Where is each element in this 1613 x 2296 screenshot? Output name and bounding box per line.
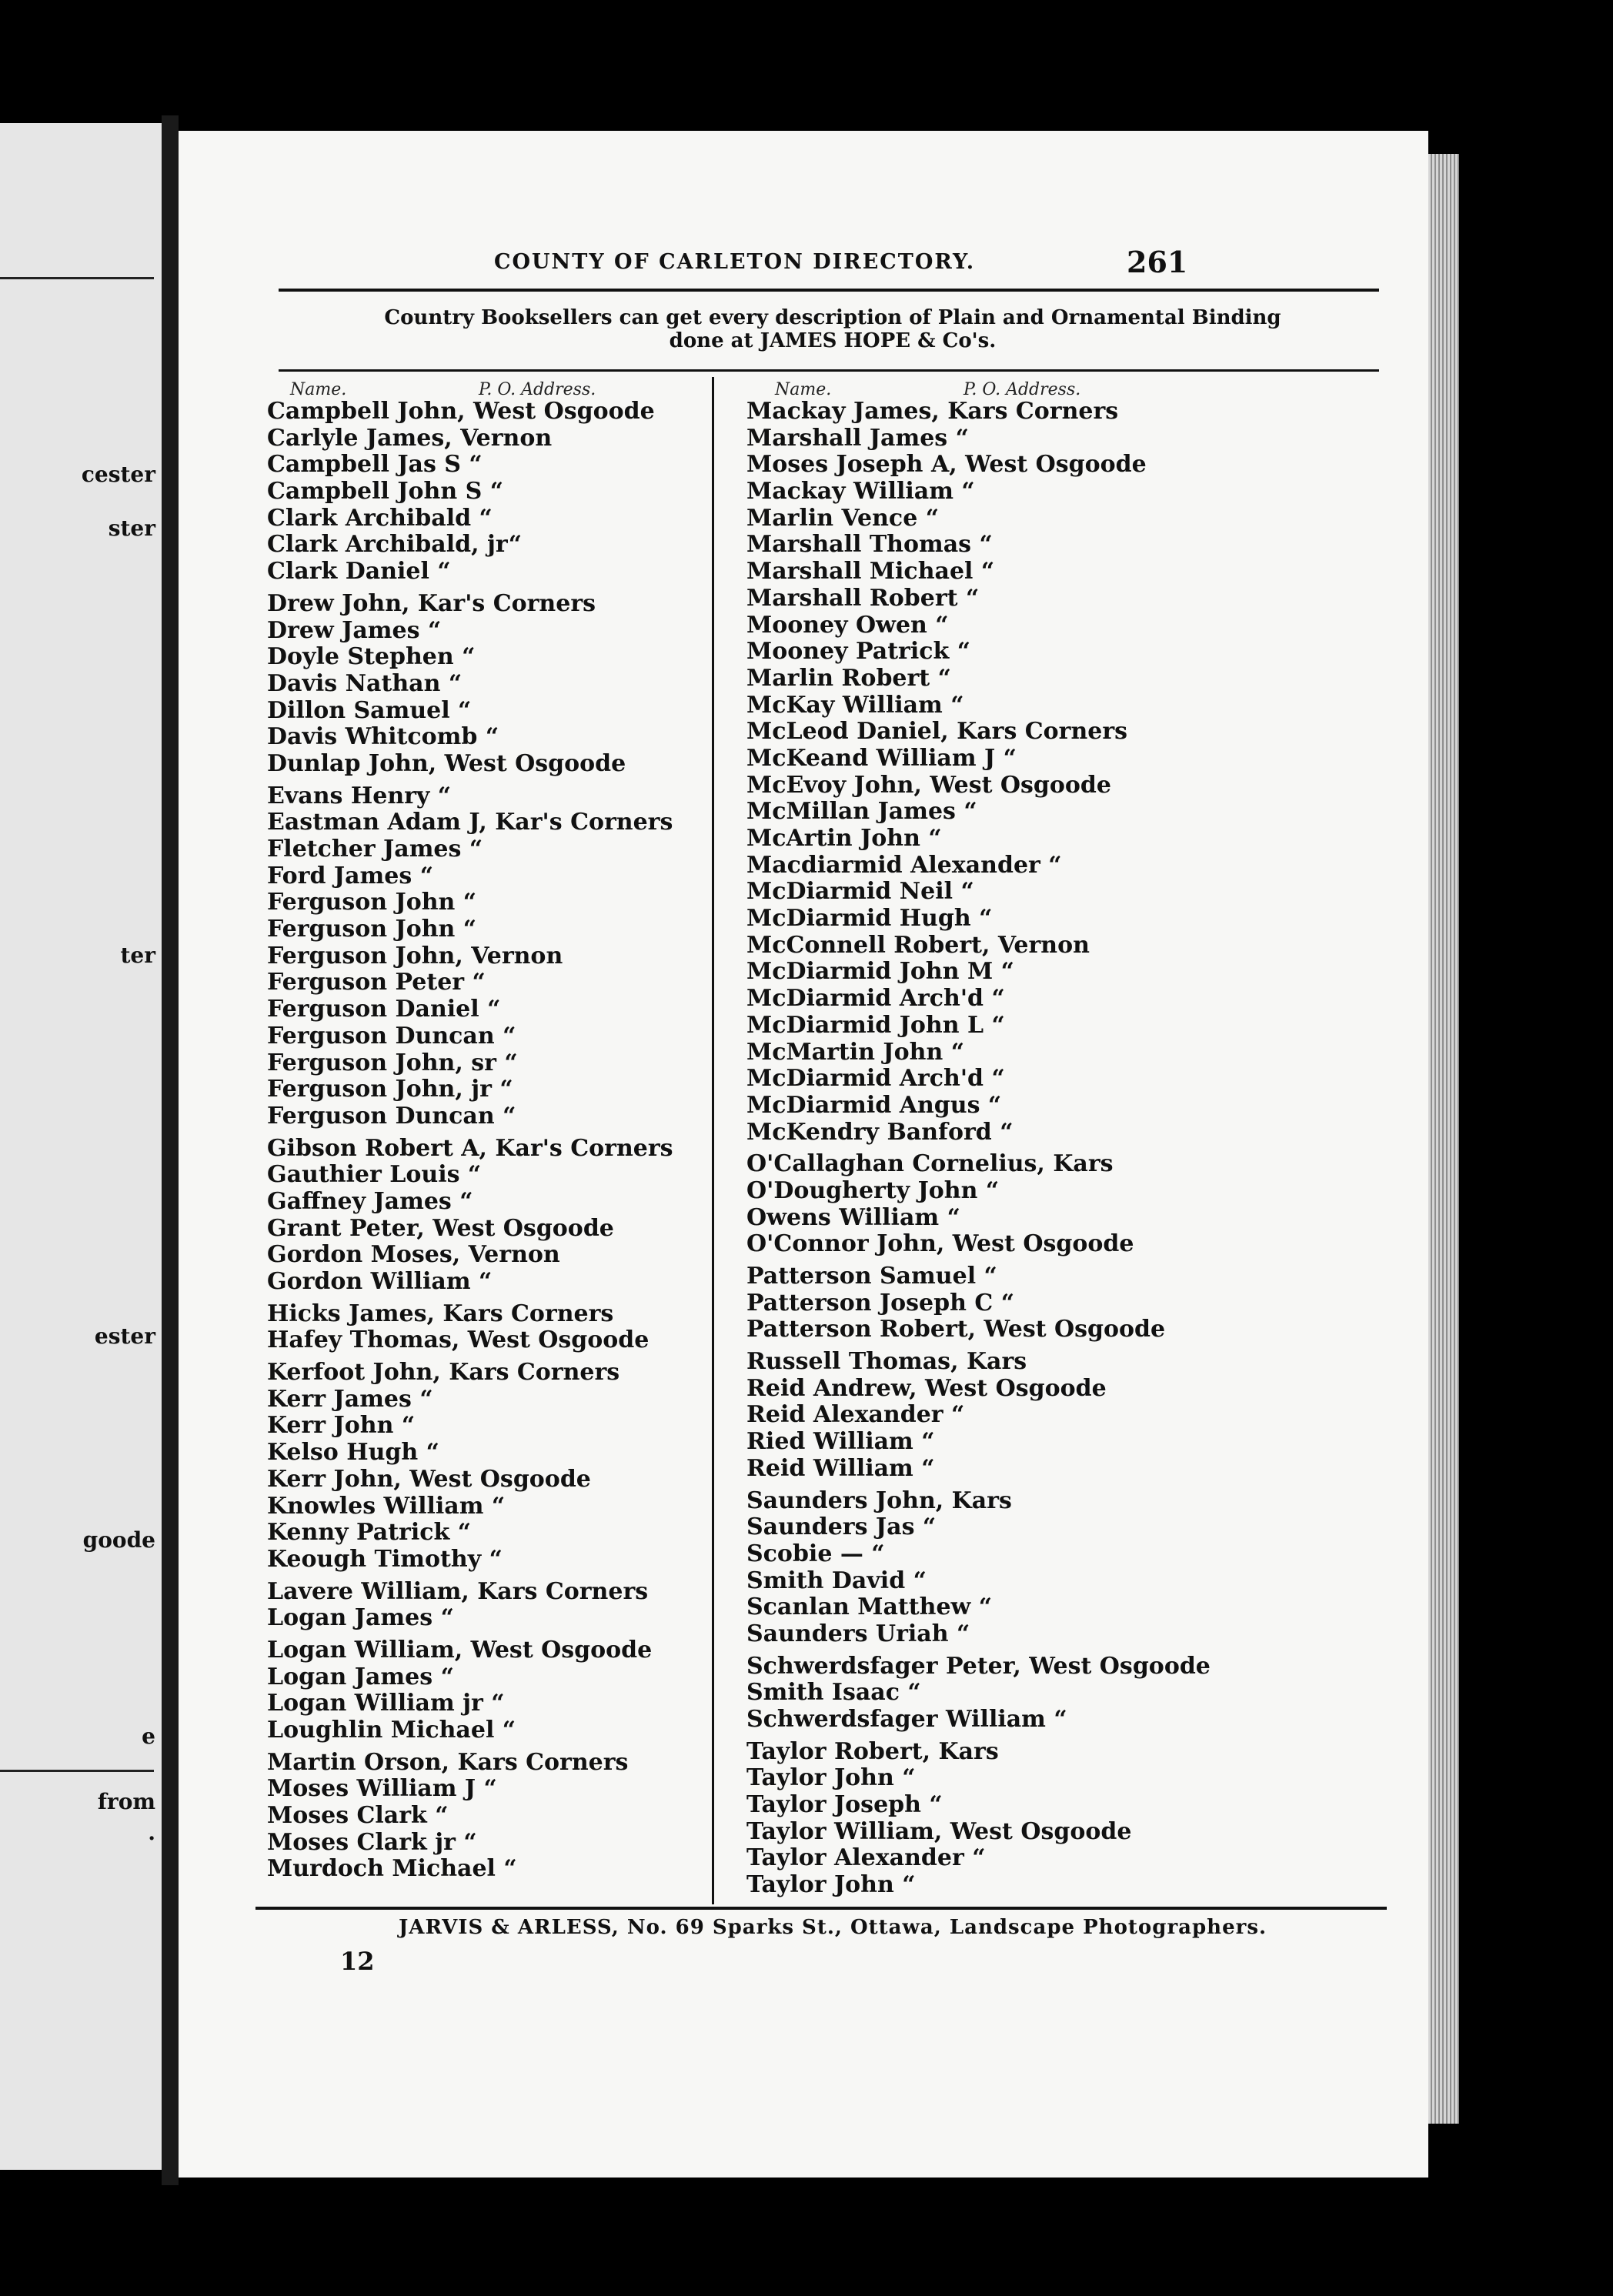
- directory-entry: Campbell John, West Osgoode: [267, 398, 655, 425]
- facing-page-fragment: cester: [81, 462, 155, 487]
- directory-entry: McLeod Daniel, Kars Corners: [746, 718, 1128, 746]
- facing-page-fragment: e: [142, 1724, 155, 1749]
- directory-entry: Ferguson Peter “: [267, 969, 486, 996]
- facing-page-fragment: .: [148, 1820, 155, 1845]
- directory-entry: Ford James “: [267, 862, 433, 889]
- directory-entry: Ried William “: [746, 1428, 935, 1456]
- directory-entry: Mackay William “: [746, 478, 975, 506]
- directory-entry: Ferguson John “: [267, 889, 477, 916]
- directory-entry: McKeand William J “: [746, 744, 1017, 772]
- directory-entry: Scanlan Matthew “: [746, 1594, 993, 1621]
- directory-entry: Scobie — “: [746, 1540, 885, 1567]
- directory-entry: McDiarmid John M “: [746, 958, 1014, 986]
- left-name-heading: Name.: [290, 380, 347, 399]
- directory-entry: Gibson Robert A, Kar's Corners: [267, 1134, 673, 1162]
- directory-entry: Reid William “: [746, 1454, 935, 1482]
- directory-entry: Marshall Michael “: [746, 558, 995, 586]
- advertisement-line: Country Booksellers can get every description of Plain and Ornamental Binding: [384, 306, 1281, 329]
- directory-entry: Gauthier Louis “: [267, 1161, 482, 1189]
- directory-entry: McConnell Robert, Vernon: [746, 931, 1090, 959]
- facing-page-fragment: ster: [108, 516, 155, 541]
- right-name-heading: Name.: [775, 380, 832, 399]
- directory-entry: Taylor Robert, Kars: [746, 1737, 999, 1765]
- directory-entry: Ferguson Daniel “: [267, 996, 501, 1023]
- directory-entry: Kerr John “: [267, 1412, 416, 1440]
- directory-entry: Dillon Samuel “: [267, 696, 472, 724]
- facing-page-left: [0, 123, 162, 2170]
- directory-entry: Logan William, West Osgoode: [267, 1636, 653, 1664]
- facing-page-fragment: from: [97, 1789, 155, 1814]
- advert-rule: [279, 369, 1379, 372]
- facing-page-rule: [0, 277, 154, 279]
- directory-entry: Doyle Stephen “: [267, 643, 476, 671]
- directory-entry: Campbell Jas S “: [267, 451, 483, 479]
- directory-entry: Clark Archibald “: [267, 504, 493, 532]
- directory-entry: Eastman Adam J, Kar's Corners: [267, 809, 673, 836]
- directory-entry: Macdiarmid Alexander “: [746, 851, 1062, 879]
- book-spine: [162, 115, 179, 2185]
- directory-entry: Patterson Joseph C “: [746, 1289, 1014, 1317]
- directory-entry: Ferguson John, sr “: [267, 1049, 518, 1076]
- directory-entry: Kenny Patrick “: [267, 1519, 472, 1547]
- directory-entry: Kerr James “: [267, 1385, 433, 1413]
- directory-entry: McDiarmid Hugh “: [746, 905, 993, 933]
- directory-entry: O'Callaghan Cornelius, Kars: [746, 1150, 1114, 1178]
- directory-entry: Ferguson John “: [267, 916, 477, 943]
- directory-entry: Gaffney James “: [267, 1187, 473, 1215]
- directory-entry: Moses Clark jr “: [267, 1828, 477, 1856]
- footer-rule: [255, 1907, 1387, 1910]
- directory-entry: Mackay James, Kars Corners: [746, 398, 1119, 425]
- right-address-heading: P. O. Address.: [963, 380, 1081, 399]
- directory-entry: Davis Whitcomb “: [267, 723, 499, 751]
- directory-entry: Moses William J “: [267, 1775, 497, 1803]
- directory-entry: Schwerdsfager Peter, West Osgoode: [746, 1652, 1211, 1680]
- directory-entry: Clark Daniel “: [267, 558, 451, 586]
- directory-entry: Ferguson John, Vernon: [267, 942, 563, 969]
- directory-entry: Martin Orson, Kars Corners: [267, 1748, 629, 1776]
- directory-entry: O'Dougherty John “: [746, 1176, 1000, 1204]
- directory-entry: Logan James “: [267, 1604, 454, 1632]
- directory-entry: Ferguson Duncan “: [267, 1102, 516, 1130]
- directory-entry: Smith David “: [746, 1567, 927, 1594]
- directory-entry: Patterson Robert, West Osgoode: [746, 1316, 1166, 1343]
- right-column-list: [746, 399, 1224, 1899]
- directory-entry: Taylor John “: [746, 1764, 916, 1792]
- directory-entry: McArtin John “: [746, 825, 942, 852]
- directory-entry: Russell Thomas, Kars: [746, 1348, 1027, 1376]
- directory-page: [179, 131, 1428, 2178]
- directory-entry: Taylor Alexander “: [746, 1844, 986, 1872]
- directory-entry: McMartin John “: [746, 1038, 964, 1066]
- directory-entry: McDiarmid Neil “: [746, 878, 974, 906]
- directory-entry: Keough Timothy “: [267, 1545, 503, 1573]
- directory-entry: McDiarmid Angus “: [746, 1091, 1002, 1119]
- directory-entry: Marlin Vence “: [746, 504, 939, 532]
- directory-entry: Clark Archibald, jr“: [267, 531, 522, 559]
- directory-entry: Ferguson John, jr “: [267, 1076, 513, 1103]
- directory-entry: McKay William “: [746, 691, 964, 719]
- directory-entry: Campbell John S “: [267, 478, 503, 506]
- directory-entry: Fletcher James “: [267, 836, 483, 863]
- directory-entry: Patterson Samuel “: [746, 1263, 997, 1290]
- directory-entry: Saunders Uriah “: [746, 1620, 970, 1647]
- directory-entry: Taylor Joseph “: [746, 1791, 943, 1819]
- directory-entry: Marshall Robert “: [746, 584, 980, 612]
- directory-entry: Gordon William “: [267, 1268, 493, 1295]
- signature-mark: 12: [340, 1947, 375, 1976]
- directory-entry: McDiarmid Arch'd “: [746, 985, 1005, 1013]
- header-rule: [279, 289, 1379, 292]
- directory-entry: Loughlin Michael “: [267, 1717, 516, 1744]
- directory-entry: Taylor John “: [746, 1871, 916, 1899]
- directory-entry: Reid Andrew, West Osgoode: [746, 1374, 1107, 1402]
- directory-entry: Ferguson Duncan “: [267, 1022, 516, 1050]
- directory-entry: Davis Nathan “: [267, 669, 463, 697]
- facing-page-fragment: ter: [120, 943, 155, 968]
- directory-entry: Smith Isaac “: [746, 1679, 921, 1707]
- advertisement-banner: [286, 306, 1379, 352]
- directory-entry: Drew James “: [267, 616, 442, 644]
- left-address-heading: P. O. Address.: [479, 380, 596, 399]
- advertisement-line: done at JAMES HOPE & Co's.: [669, 329, 997, 352]
- directory-entry: Grant Peter, West Osgoode: [267, 1214, 614, 1242]
- directory-entry: McMillan James “: [746, 798, 977, 826]
- directory-entry: Logan William jr “: [267, 1690, 505, 1717]
- directory-entry: Hafey Thomas, West Osgoode: [267, 1327, 650, 1354]
- directory-entry: Evans Henry “: [267, 782, 452, 809]
- directory-entry: Reid Alexander “: [746, 1401, 965, 1429]
- directory-entry: Moses Joseph A, West Osgoode: [746, 451, 1147, 479]
- directory-entry: Saunders John, Kars: [746, 1487, 1012, 1514]
- directory-entry: Saunders Jas “: [746, 1513, 937, 1541]
- directory-entry: Schwerdsfager William “: [746, 1706, 1067, 1733]
- directory-entry: Carlyle James, Vernon: [267, 424, 553, 452]
- directory-entry: Dunlap John, West Osgoode: [267, 749, 626, 777]
- page-edges: [1428, 154, 1459, 2124]
- directory-entry: Kerfoot John, Kars Corners: [267, 1359, 620, 1387]
- directory-entry: Taylor William, West Osgoode: [746, 1817, 1132, 1845]
- directory-entry: Moses Clark “: [267, 1802, 449, 1830]
- directory-entry: Owens William “: [746, 1203, 960, 1231]
- directory-entry: Knowles William “: [267, 1492, 506, 1520]
- directory-entry: Marshall Thomas “: [746, 531, 993, 559]
- directory-entry: Kerr John, West Osgoode: [267, 1465, 591, 1493]
- page-number: 261: [1127, 245, 1188, 279]
- directory-entry: Lavere William, Kars Corners: [267, 1577, 649, 1605]
- directory-entry: Murdoch Michael “: [267, 1855, 517, 1883]
- directory-entry: Marshall James “: [746, 424, 969, 452]
- directory-entry: Gordon Moses, Vernon: [267, 1241, 560, 1269]
- directory-entry: McEvoy John, West Osgoode: [746, 771, 1111, 799]
- directory-entry: O'Connor John, West Osgoode: [746, 1230, 1134, 1258]
- directory-entry: McDiarmid Arch'd “: [746, 1065, 1005, 1093]
- directory-entry: McDiarmid John L “: [746, 1011, 1005, 1039]
- directory-entry: Kelso Hugh “: [267, 1439, 439, 1467]
- running-header: COUNTY OF CARLETON DIRECTORY.: [494, 250, 976, 274]
- facing-page-fragment: ester: [94, 1323, 155, 1349]
- facing-page-rule: [0, 1770, 154, 1772]
- directory-entry: McKendry Banford “: [746, 1118, 1014, 1146]
- left-column-list: [267, 399, 744, 1883]
- directory-entry: Logan James “: [267, 1663, 454, 1690]
- footer-advertisement: JARVIS & ARLESS, No. 69 Sparks St., Ottawa, Landscape Photographers.: [398, 1916, 1267, 1939]
- directory-entry: Mooney Patrick “: [746, 638, 971, 666]
- facing-page-fragment: goode: [82, 1527, 155, 1553]
- directory-entry: Mooney Owen “: [746, 611, 949, 639]
- directory-entry: Hicks James, Kars Corners: [267, 1300, 614, 1327]
- directory-entry: Drew John, Kar's Corners: [267, 589, 596, 617]
- directory-entry: Marlin Robert “: [746, 664, 951, 692]
